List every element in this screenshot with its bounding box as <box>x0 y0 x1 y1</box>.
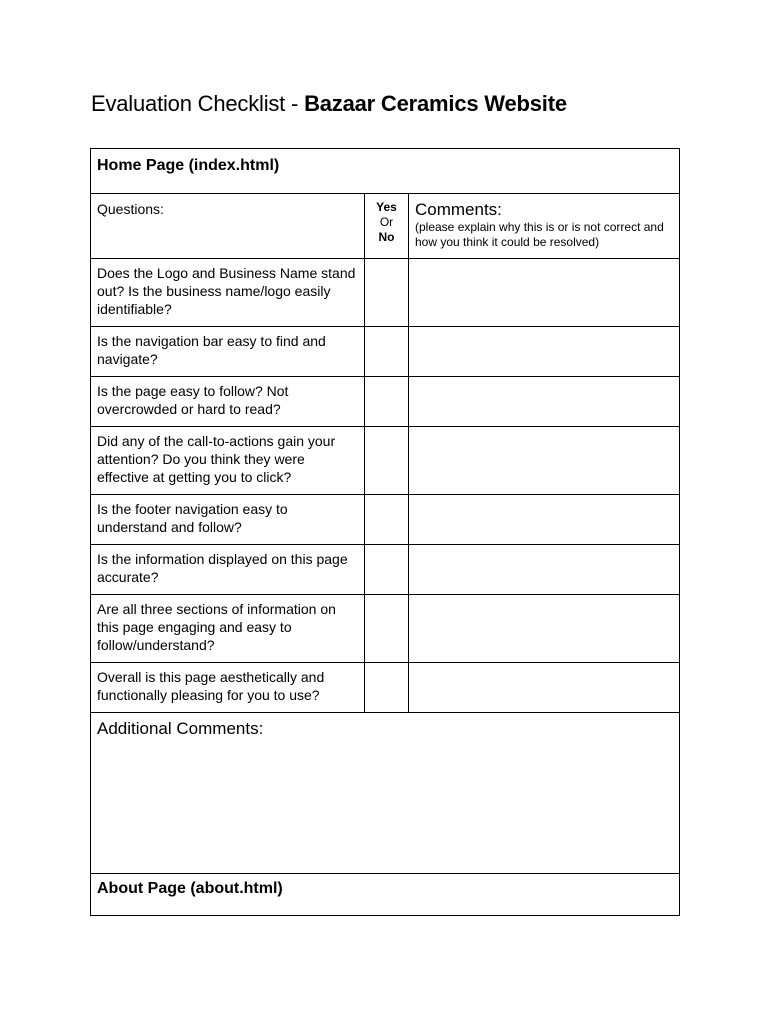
comment-cell[interactable] <box>409 495 680 545</box>
answer-cell[interactable] <box>365 595 409 663</box>
comments-title: Comments: <box>415 200 502 219</box>
comments-header <box>409 194 680 259</box>
question-row <box>91 327 680 377</box>
questions-header: Questions: <box>91 194 365 259</box>
answer-cell[interactable] <box>365 259 409 327</box>
comment-cell[interactable] <box>409 377 680 427</box>
answer-cell[interactable] <box>365 495 409 545</box>
or-label: Or <box>379 215 394 229</box>
comment-cell[interactable] <box>409 545 680 595</box>
question-text: Are all three sections of information on this page engaging and easy to follow/understand? <box>91 595 365 663</box>
answer-cell[interactable] <box>365 663 409 713</box>
comment-cell[interactable] <box>409 327 680 377</box>
home-section-heading: Home Page (index.html) <box>91 149 680 194</box>
comment-cell[interactable] <box>409 595 680 663</box>
question-row <box>91 663 680 713</box>
question-row <box>91 495 680 545</box>
additional-comments-row <box>91 713 680 874</box>
comment-cell[interactable] <box>409 663 680 713</box>
title-website-name: Bazaar Ceramics Website <box>304 91 567 116</box>
comment-cell[interactable] <box>409 427 680 495</box>
yes-or-no-header <box>365 194 409 259</box>
question-text: Overall is this page aesthetically and functionally pleasing for you to use? <box>91 663 365 713</box>
question-text: Does the Logo and Business Name stand out? Is the business name/logo easily identifiable? <box>91 259 365 327</box>
about-section-row <box>91 874 680 916</box>
question-text: Is the footer navigation easy to understand and follow? <box>91 495 365 545</box>
additional-comments-box[interactable] <box>91 713 680 874</box>
question-text: Did any of the call-to-actions gain your attention? Do you think they were effective at getting you to click? <box>91 427 365 495</box>
question-row <box>91 259 680 327</box>
home-section-row <box>91 149 680 194</box>
comment-cell[interactable] <box>409 259 680 327</box>
about-section-heading: About Page (about.html) <box>91 874 680 916</box>
comments-instructions: (please explain why this is or is not correct and how you think it could be resolved) <box>415 220 664 249</box>
question-row <box>91 427 680 495</box>
yes-label: Yes <box>376 200 397 214</box>
question-text: Is the page easy to follow? Not overcrowded or hard to read? <box>91 377 365 427</box>
evaluation-table <box>90 148 680 916</box>
answer-cell[interactable] <box>365 327 409 377</box>
question-row <box>91 545 680 595</box>
column-header-row <box>91 194 680 259</box>
answer-cell[interactable] <box>365 545 409 595</box>
no-label: No <box>378 230 395 244</box>
question-row <box>91 595 680 663</box>
answer-cell[interactable] <box>365 427 409 495</box>
question-row <box>91 377 680 427</box>
answer-cell[interactable] <box>365 377 409 427</box>
additional-comments-label: Additional Comments: <box>97 719 264 738</box>
question-text: Is the information displayed on this page accurate? <box>91 545 365 595</box>
question-text: Is the navigation bar easy to find and navigate? <box>91 327 365 377</box>
page-title <box>91 91 567 117</box>
title-prefix: Evaluation Checklist - <box>91 91 305 116</box>
